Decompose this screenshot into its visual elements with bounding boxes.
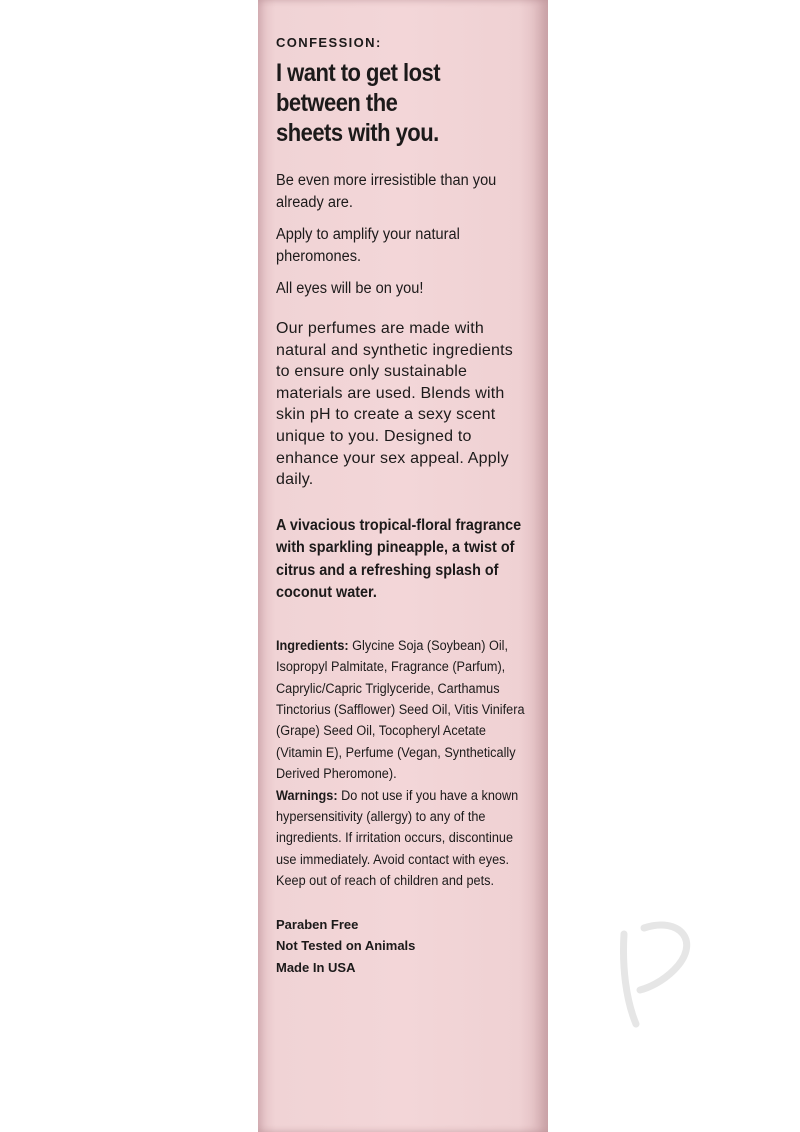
tagline: Apply to amplify your natural pheromones. xyxy=(276,226,460,265)
fragrance-note: A vivacious tropical-floral fragrance with sparkling pineapple, a twist of citrus and a refreshing splash of coconut water. xyxy=(276,516,522,602)
ingredients-label: Ingredients: xyxy=(276,637,349,653)
claim-item: Not Tested on Animals xyxy=(276,938,416,954)
claim-item: Made In USA xyxy=(276,959,356,975)
headline xyxy=(276,58,526,148)
box-edge-shading xyxy=(530,0,548,1132)
claims-list xyxy=(276,914,526,979)
stylized-p-logo-icon xyxy=(610,912,700,1032)
headline-line: sheets with you. xyxy=(276,119,439,147)
ingredients-text: Glycine Soja (Soybean) Oil, Isopropyl Palmitate, Fragrance (Parfum), Caprylic/Capric Triglyceride, Carthamus Tinctorius (Safflower) Seed Oil, Vitis Vinifera (Grape) Seed Oil, Tocopheryl Acetate (Vitamin E), Perfume (Vegan, Synthetically Derived Pheromone). xyxy=(276,637,525,782)
headline-line: between the xyxy=(276,89,398,117)
claim-item: Paraben Free xyxy=(276,916,359,932)
headline-line: I want to get lost xyxy=(276,59,441,87)
product-description: Our perfumes are made with natural and synthetic ingredients to ensure only sustainable materials are used. Blends with skin pH to create a sexy scent unique to you. Designed to enhance your sex appeal. Apply daily. xyxy=(276,320,513,489)
warnings-block xyxy=(276,785,526,892)
eyebrow-label: CONFESSION: xyxy=(276,35,382,50)
warnings-text: Do not use if you have a known hypersensitivity (allergy) to any of the ingredients. If irritation occurs, discontinue use immediately. Avoid contact with eyes. Keep out of reach of children and pets. xyxy=(276,787,519,889)
box-text-panel xyxy=(276,34,526,978)
warnings-label: Warnings: xyxy=(276,787,338,803)
ingredients-block xyxy=(276,635,526,785)
tagline: Be even more irresistible than you already are. xyxy=(276,172,497,211)
tagline: All eyes will be on you! xyxy=(276,280,424,297)
